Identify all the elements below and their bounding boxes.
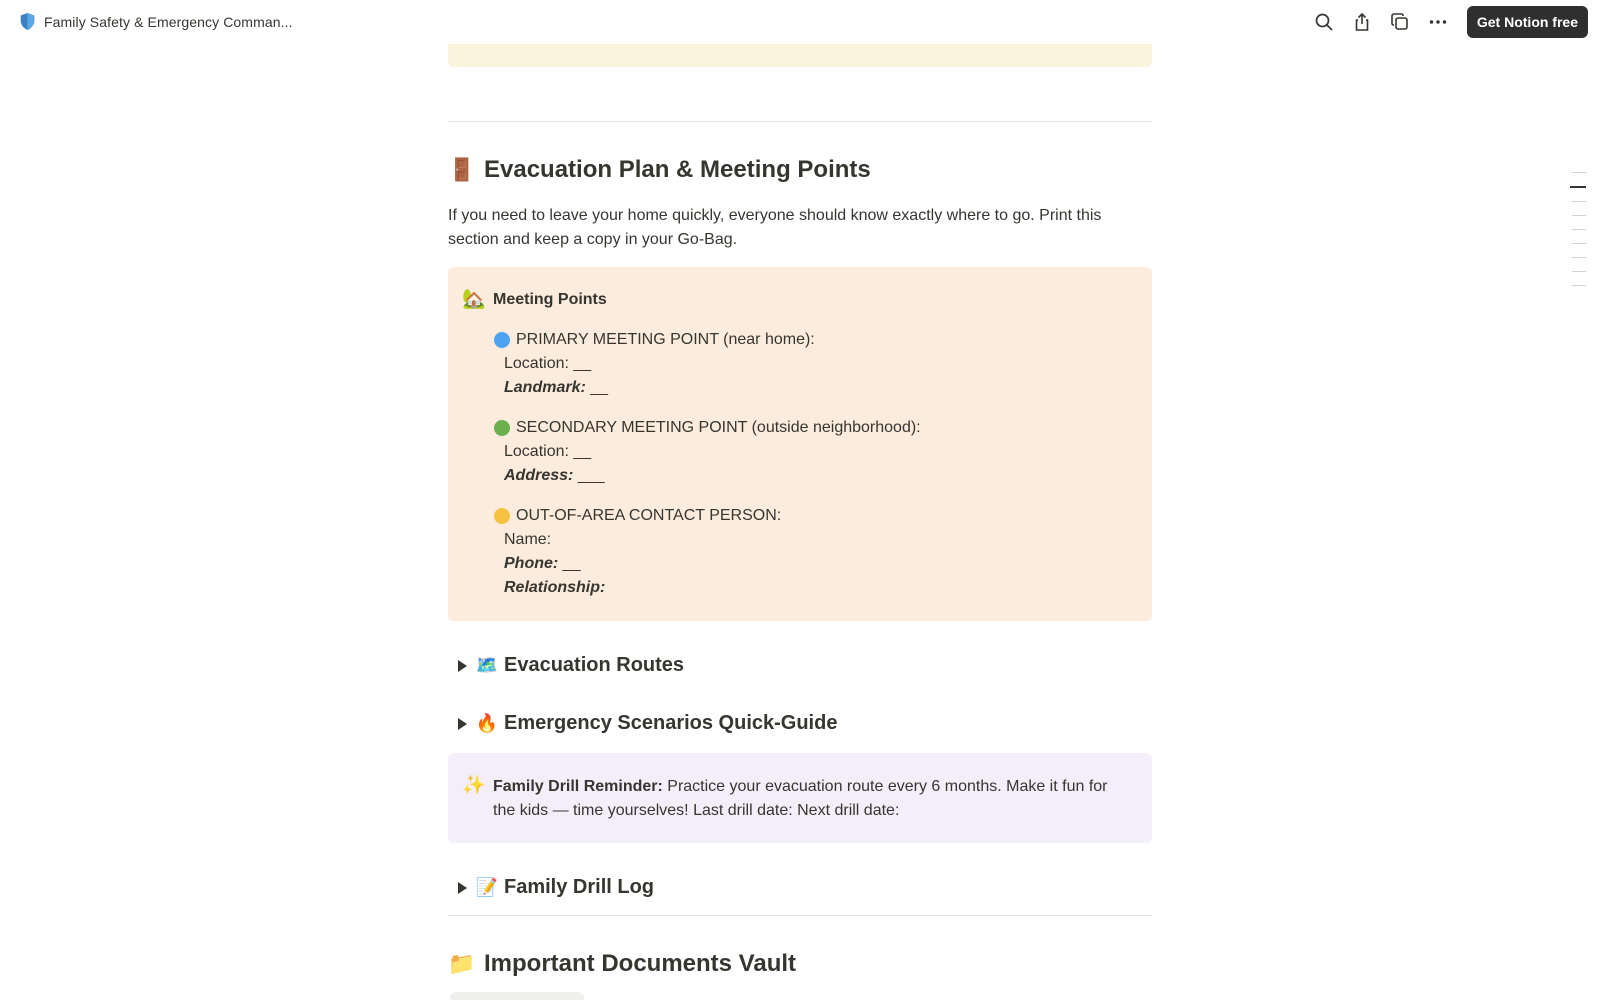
duplicate-icon: [1390, 12, 1410, 32]
secondary-meeting-point: [494, 416, 921, 488]
secondary-location: Location: __: [504, 443, 592, 460]
drill-reminder-bold: Family Drill Reminder:: [493, 778, 663, 795]
toggle-emergency-scenarios[interactable]: [448, 712, 837, 735]
green-circle-icon: [494, 420, 510, 436]
divider: [448, 121, 1152, 122]
toggle-arrow-icon[interactable]: [450, 882, 474, 894]
search-icon: [1314, 12, 1334, 32]
address-label: Address:: [504, 467, 574, 484]
evacuation-intro: If you need to leave your home quickly, everyone should know exactly where to go. Print this section and keep a copy in your Go-Bag.: [448, 207, 1102, 248]
toc-item-active[interactable]: [1570, 186, 1586, 188]
drill-reminder-callout: [448, 753, 1152, 843]
secondary-label: SECONDARY MEETING POINT (outside neighborhood):: [516, 419, 921, 436]
drill-reminder-text: [493, 775, 1133, 823]
top-bar: [0, 0, 1600, 44]
share-icon: [1352, 12, 1372, 32]
toggle-label: Evacuation Routes: [504, 654, 685, 676]
primary-label: PRIMARY MEETING POINT (near home):: [516, 331, 815, 348]
page-title: Family Safety & Emergency Comman...: [44, 13, 293, 30]
toggle-family-drill-log[interactable]: [448, 876, 654, 899]
phone-value: __: [558, 555, 581, 572]
evacuation-heading: [448, 156, 871, 184]
address-value: ___: [573, 467, 605, 484]
landmark-value: __: [585, 379, 609, 396]
yellow-circle-icon: [494, 508, 510, 524]
search-button[interactable]: [1309, 7, 1339, 37]
primary-meeting-point: [494, 328, 815, 400]
phone-label: Phone:: [504, 555, 559, 572]
duplicate-button[interactable]: [1385, 7, 1415, 37]
toggle-evacuation-routes[interactable]: [448, 654, 684, 677]
share-button[interactable]: [1347, 7, 1377, 37]
toc-item[interactable]: [1572, 215, 1586, 216]
out-of-area-contact: [494, 504, 781, 600]
fire-icon: 🔥: [475, 713, 499, 733]
primary-location: Location: __: [504, 355, 592, 372]
more-button[interactable]: [1423, 7, 1453, 37]
folder-icon: 📁: [448, 951, 476, 976]
page-breadcrumb[interactable]: [19, 12, 293, 31]
meeting-points-callout: [448, 267, 1152, 621]
meeting-points-title: Meeting Points: [493, 291, 607, 308]
map-icon: 🗺️: [475, 655, 499, 675]
house-icon: 🏡: [462, 289, 486, 310]
next-block-placeholder: [450, 992, 584, 1000]
table-of-contents-rail[interactable]: [1566, 172, 1586, 299]
relationship-label: Relationship:: [504, 579, 606, 596]
more-icon: [1428, 12, 1448, 32]
memo-icon: 📝: [475, 877, 499, 897]
get-notion-free-button[interactable]: Get Notion free: [1467, 6, 1588, 38]
shield-icon: [19, 12, 36, 31]
blue-circle-icon: [494, 332, 510, 348]
toggle-arrow-icon[interactable]: [450, 660, 474, 672]
toggle-arrow-icon[interactable]: [450, 718, 474, 730]
toc-item[interactable]: [1572, 229, 1586, 230]
topbar-actions: [1301, 6, 1588, 38]
landmark-label: Landmark:: [504, 379, 586, 396]
toc-item[interactable]: [1572, 257, 1586, 258]
toc-item[interactable]: [1572, 172, 1586, 173]
documents-heading: [448, 950, 796, 978]
toc-item[interactable]: [1572, 243, 1586, 244]
yellow-callout-tail: [448, 44, 1152, 67]
heading-text: Important Documents Vault: [484, 950, 797, 977]
sparkles-icon: ✨: [462, 775, 486, 796]
toggle-label: Family Drill Log: [504, 876, 655, 898]
toc-item[interactable]: [1572, 285, 1586, 286]
toggle-label: Emergency Scenarios Quick-Guide: [504, 712, 838, 734]
contact-name: Name:: [504, 531, 552, 548]
drill-reminder-body: Practice your evacuation route every 6 months. Make it fun for the kids — time yourselves! Last drill date: Next drill date:: [493, 778, 1108, 819]
divider: [448, 915, 1152, 916]
toc-item[interactable]: [1572, 201, 1586, 202]
heading-text: Evacuation Plan & Meeting Points: [484, 156, 871, 183]
toc-item[interactable]: [1572, 271, 1586, 272]
contact-label: OUT-OF-AREA CONTACT PERSON:: [516, 507, 782, 524]
door-icon: 🚪: [448, 157, 476, 182]
